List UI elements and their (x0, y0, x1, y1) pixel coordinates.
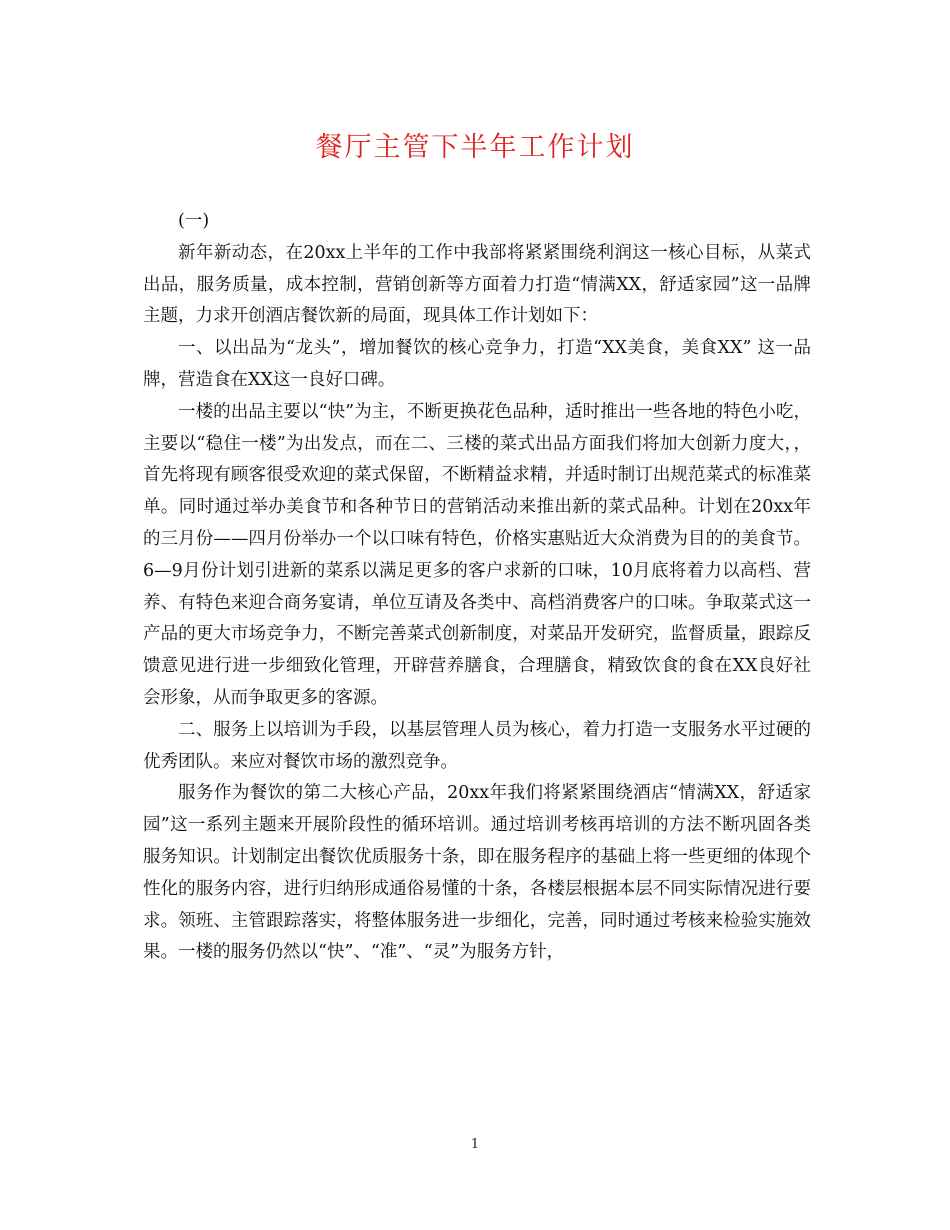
document-body (143, 206, 811, 969)
document-title: 餐厅主管下半年工作计划 (315, 132, 635, 163)
paragraph-heading-1: 一、以出品为“龙头”，增加餐饮的核心竞争力，打造“XX美食，美食XX” 这一品牌，营造食在XX这一良好口碑。 (143, 338, 811, 390)
paragraph-heading-2: 二、服务上以培训为手段，以基层管理人员为核心，着力打造一支服务水平过硬的优秀团队。来应对餐饮市场的激烈竞争。 (143, 719, 811, 772)
paragraph-service: 服务作为餐饮的第二大核心产品，20xx年我们将紧紧围绕酒店“情满XX，舒适家园”这一系列主题来开展阶段性的循环培训。通过培训考核再培训的方法不断巩固各类服务知识。计划制定出餐饮优质服务十条，即在服务程序的基础上将一些更细的体现个性化的服务内容，进行归纳形成通俗易懂的十条，各楼层根据本层不同实际情况进行要求。领班、主管跟踪落实，将整体服务进一步细化，完善，同时通过考核来检验实施效果。一楼的服务仍然以“快”、“准”、“灵”为服务方针， (143, 783, 811, 963)
page-number: 1 (470, 1137, 480, 1152)
section-marker: (一) (178, 211, 210, 231)
paragraph-cuisine: 一楼的出品主要以“快”为主，不断更换花色品种，适时推出一些各地的特色小吃，主要以“稳住一楼”为出发点，而在二、三楼的菜式出品方面我们将加大创新力度大，，首先将现有顾客很受欢迎的菜式保留，不断精益求精，并适时制订出规范菜式的标准菜单。同时通过举办美食节和各种节日的营销活动来推出新的菜式品种。计划在20xx年的三月份——四月份举办一个以口味有特色，价格实惠贴近大众消费为目的的美食节。6—9月份计划引进新的菜系以满足更多的客户求新的口味，10月底将着力以高档、营养、有特色来迎合商务宴请，单位互请及各类中、高档消费客户的口味。争取菜式这一产品的更大市场竞争力，不断完善菜式创新制度，对菜品开发研究，监督质量，跟踪反馈意见进行进一步细致化管理，开辟营养膳食，合理膳食，精致饮食的食在XX良好社会形象，从而争取更多的客源。 (143, 401, 811, 708)
paragraph-intro: 新年新动态，在20xx上半年的工作中我部将紧紧围绕利润这一核心目标，从菜式出品，服务质量，成本控制，营销创新等方面着力打造“情满XX，舒适家园”这一品牌主题，力求开创酒店餐饮新的局面，现具体工作计划如下： (143, 242, 811, 327)
